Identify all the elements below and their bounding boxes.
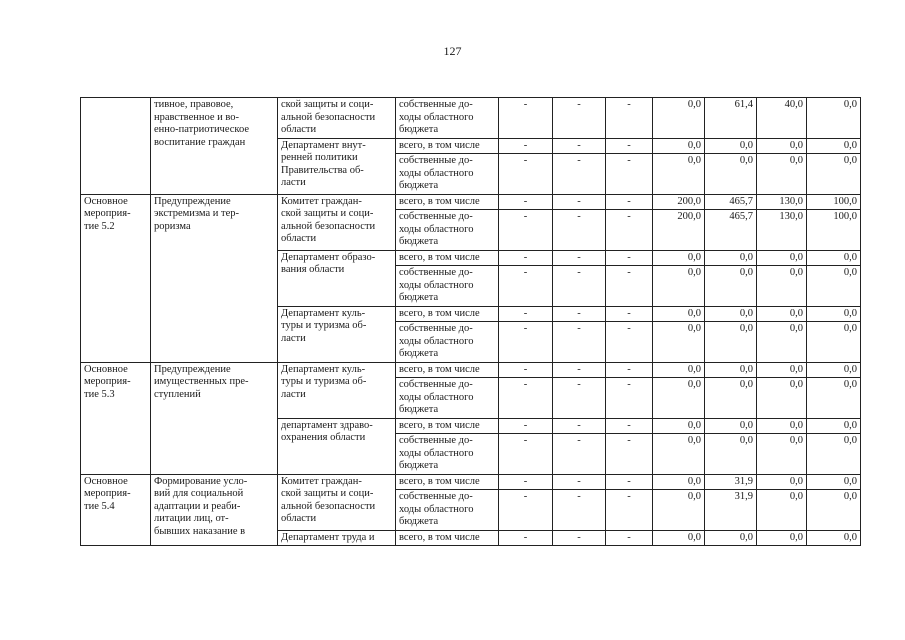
amount-cell: 0,0 (757, 418, 807, 434)
executor-cell: Департамент образо- вания области (278, 250, 396, 306)
amount-cell: 31,9 (705, 474, 757, 490)
executor-cell: департамент здраво- охранения области (278, 418, 396, 474)
amount-cell: 0,0 (757, 266, 807, 307)
table-row (81, 474, 861, 490)
amount-cell: 0,0 (757, 154, 807, 195)
amount-cell: 130,0 (757, 194, 807, 210)
amount-cell: 0,0 (807, 362, 861, 378)
amount-cell: 0,0 (757, 138, 807, 154)
event-name-cell: Предупреждение экстремизма и тер- роризма (151, 194, 278, 362)
empty-year-cell: - (553, 418, 606, 434)
executor-cell: Департамент труда и (278, 530, 396, 546)
executor-cell: Департамент куль- туры и туризма об- ласти (278, 306, 396, 362)
table-row (81, 98, 861, 139)
empty-year-cell: - (606, 138, 653, 154)
amount-cell: 0,0 (807, 418, 861, 434)
empty-year-cell: - (499, 530, 553, 546)
amount-cell: 0,0 (757, 474, 807, 490)
funding-source-cell: всего, в том числе (396, 474, 499, 490)
amount-cell: 0,0 (653, 250, 705, 266)
event-id-cell: Основное мероприя- тие 5.3 (81, 362, 151, 474)
amount-cell: 0,0 (757, 306, 807, 322)
empty-year-cell: - (553, 250, 606, 266)
funding-source-cell: всего, в том числе (396, 530, 499, 546)
empty-year-cell: - (499, 490, 553, 531)
empty-year-cell: - (499, 210, 553, 251)
amount-cell: 0,0 (653, 138, 705, 154)
empty-year-cell: - (553, 434, 606, 475)
amount-cell: 0,0 (653, 434, 705, 475)
empty-year-cell: - (606, 250, 653, 266)
empty-year-cell: - (553, 138, 606, 154)
empty-year-cell: - (499, 98, 553, 139)
budget-table (80, 97, 861, 546)
empty-year-cell: - (606, 530, 653, 546)
amount-cell: 0,0 (705, 418, 757, 434)
empty-year-cell: - (499, 418, 553, 434)
amount-cell: 0,0 (653, 306, 705, 322)
amount-cell: 200,0 (653, 194, 705, 210)
amount-cell: 31,9 (705, 490, 757, 531)
amount-cell: 100,0 (807, 194, 861, 210)
funding-source-cell: всего, в том числе (396, 250, 499, 266)
amount-cell: 0,0 (757, 250, 807, 266)
funding-source-cell: всего, в том числе (396, 362, 499, 378)
empty-year-cell: - (499, 154, 553, 195)
amount-cell: 0,0 (757, 490, 807, 531)
empty-year-cell: - (553, 154, 606, 195)
amount-cell: 0,0 (807, 322, 861, 363)
amount-cell: 0,0 (705, 306, 757, 322)
amount-cell: 0,0 (807, 98, 861, 139)
amount-cell: 100,0 (807, 210, 861, 251)
amount-cell: 0,0 (807, 266, 861, 307)
empty-year-cell: - (606, 98, 653, 139)
funding-source-cell: собственные до- ходы областного бюджета (396, 322, 499, 363)
amount-cell: 465,7 (705, 210, 757, 251)
executor-cell: Комитет граждан- ской защиты и соци- альной безопасности области (278, 474, 396, 530)
amount-cell: 0,0 (705, 250, 757, 266)
amount-cell: 40,0 (757, 98, 807, 139)
event-name-cell: Предупреждение имущественных пре- ступлений (151, 362, 278, 474)
amount-cell: 0,0 (807, 154, 861, 195)
empty-year-cell: - (606, 362, 653, 378)
funding-source-cell: собственные до- ходы областного бюджета (396, 210, 499, 251)
empty-year-cell: - (606, 434, 653, 475)
empty-year-cell: - (553, 194, 606, 210)
empty-year-cell: - (606, 210, 653, 251)
amount-cell: 0,0 (807, 250, 861, 266)
amount-cell: 0,0 (807, 378, 861, 419)
amount-cell: 0,0 (653, 474, 705, 490)
amount-cell: 0,0 (807, 138, 861, 154)
amount-cell: 0,0 (653, 490, 705, 531)
event-id-cell: Основное мероприя- тие 5.2 (81, 194, 151, 362)
event-id-cell: Основное мероприя- тие 5.4 (81, 474, 151, 546)
empty-year-cell: - (553, 266, 606, 307)
amount-cell: 0,0 (807, 474, 861, 490)
empty-year-cell: - (606, 266, 653, 307)
event-name-cell: тивное, правовое, нравственное и во- енно-патриотическое воспитание граждан (151, 98, 278, 195)
amount-cell: 0,0 (705, 138, 757, 154)
amount-cell: 0,0 (653, 378, 705, 419)
empty-year-cell: - (553, 362, 606, 378)
empty-year-cell: - (499, 306, 553, 322)
empty-year-cell: - (606, 474, 653, 490)
event-name-cell: Формирование усло- вий для социальной адаптации и реаби- литации лиц, от- бывших наказание в (151, 474, 278, 546)
amount-cell: 465,7 (705, 194, 757, 210)
empty-year-cell: - (606, 322, 653, 363)
empty-year-cell: - (606, 490, 653, 531)
funding-source-cell: всего, в том числе (396, 306, 499, 322)
amount-cell: 0,0 (807, 490, 861, 531)
funding-source-cell: всего, в том числе (396, 194, 499, 210)
page-number: 127 (443, 44, 462, 58)
amount-cell: 0,0 (757, 378, 807, 419)
table-row (81, 362, 861, 378)
amount-cell: 130,0 (757, 210, 807, 251)
empty-year-cell: - (499, 138, 553, 154)
table-body (81, 98, 861, 546)
event-id-cell (81, 98, 151, 195)
funding-source-cell: собственные до- ходы областного бюджета (396, 378, 499, 419)
amount-cell: 0,0 (653, 98, 705, 139)
amount-cell: 0,0 (705, 362, 757, 378)
amount-cell: 0,0 (653, 530, 705, 546)
amount-cell: 0,0 (757, 530, 807, 546)
empty-year-cell: - (553, 306, 606, 322)
empty-year-cell: - (553, 490, 606, 531)
empty-year-cell: - (553, 378, 606, 419)
funding-source-cell: собственные до- ходы областного бюджета (396, 98, 499, 139)
funding-source-cell: всего, в том числе (396, 138, 499, 154)
amount-cell: 0,0 (653, 418, 705, 434)
amount-cell: 0,0 (807, 530, 861, 546)
empty-year-cell: - (499, 434, 553, 475)
amount-cell: 0,0 (653, 266, 705, 307)
empty-year-cell: - (499, 194, 553, 210)
empty-year-cell: - (606, 378, 653, 419)
amount-cell: 61,4 (705, 98, 757, 139)
table-row (81, 194, 861, 210)
empty-year-cell: - (606, 194, 653, 210)
amount-cell: 0,0 (757, 322, 807, 363)
amount-cell: 0,0 (757, 434, 807, 475)
funding-source-cell: собственные до- ходы областного бюджета (396, 266, 499, 307)
empty-year-cell: - (499, 362, 553, 378)
amount-cell: 0,0 (705, 322, 757, 363)
executor-cell: ской защиты и соци- альной безопасности области (278, 98, 396, 139)
funding-source-cell: собственные до- ходы областного бюджета (396, 490, 499, 531)
amount-cell: 0,0 (653, 322, 705, 363)
empty-year-cell: - (553, 98, 606, 139)
executor-cell: Комитет граждан- ской защиты и соци- альной безопасности области (278, 194, 396, 250)
empty-year-cell: - (499, 322, 553, 363)
executor-cell: Департамент внут- ренней политики Правительства об- ласти (278, 138, 396, 194)
empty-year-cell: - (553, 322, 606, 363)
funding-source-cell: собственные до- ходы областного бюджета (396, 154, 499, 195)
amount-cell: 0,0 (807, 434, 861, 475)
amount-cell: 0,0 (705, 154, 757, 195)
empty-year-cell: - (499, 474, 553, 490)
empty-year-cell: - (553, 474, 606, 490)
empty-year-cell: - (606, 418, 653, 434)
amount-cell: 0,0 (705, 378, 757, 419)
amount-cell: 0,0 (705, 530, 757, 546)
executor-cell: Департамент куль- туры и туризма об- ласти (278, 362, 396, 418)
empty-year-cell: - (553, 530, 606, 546)
amount-cell: 0,0 (705, 266, 757, 307)
amount-cell: 0,0 (705, 434, 757, 475)
empty-year-cell: - (606, 306, 653, 322)
empty-year-cell: - (499, 266, 553, 307)
amount-cell: 0,0 (757, 362, 807, 378)
empty-year-cell: - (606, 154, 653, 195)
funding-source-cell: всего, в том числе (396, 418, 499, 434)
empty-year-cell: - (499, 378, 553, 419)
amount-cell: 0,0 (807, 306, 861, 322)
amount-cell: 200,0 (653, 210, 705, 251)
amount-cell: 0,0 (653, 362, 705, 378)
empty-year-cell: - (499, 250, 553, 266)
empty-year-cell: - (553, 210, 606, 251)
amount-cell: 0,0 (653, 154, 705, 195)
funding-source-cell: собственные до- ходы областного бюджета (396, 434, 499, 475)
